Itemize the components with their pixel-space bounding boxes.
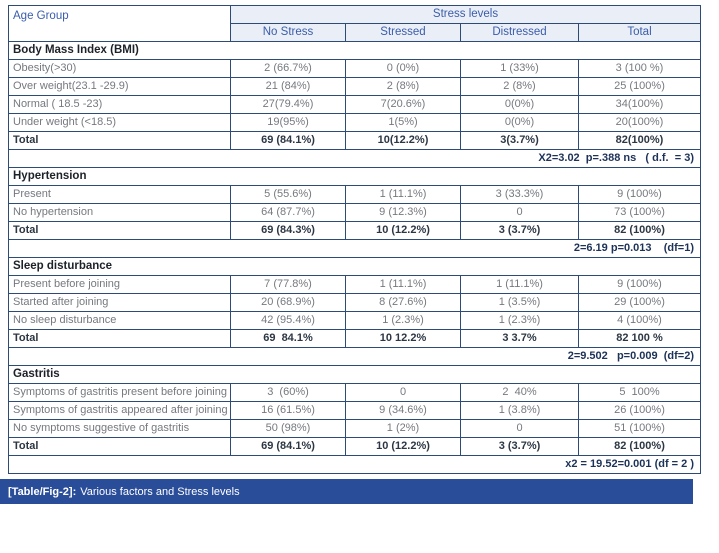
total-value-cell: 69 84.1% [231,330,346,348]
chi-square-stats-row [9,348,701,366]
total-value-cell: 3(3.7%) [461,132,579,150]
total-value-cell: 3 (3.7%) [461,222,579,240]
value-cell: 2 (8%) [461,78,579,96]
total-label: Total [9,132,231,150]
value-cell: 1 (11.1%) [346,186,461,204]
section-header-row [9,42,701,60]
value-cell: 64 (87.7%) [231,204,346,222]
table-row [9,96,701,114]
value-cell: 9 (100%) [579,186,701,204]
chi-square-stats-row [9,150,701,168]
total-value-cell: 10 12.2% [346,330,461,348]
total-row [9,330,701,348]
value-cell: 1 (2%) [346,420,461,438]
total-value-cell: 3 (3.7%) [461,438,579,456]
value-cell: 25 (100%) [579,78,701,96]
value-cell: 9 (12.3%) [346,204,461,222]
col-header-distressed: Distressed [461,24,579,42]
chi-square-stats: x2 = 19.52=0.001 (df = 2 ) [9,456,701,474]
row-label: Under weight (<18.5) [9,114,231,132]
col-header-stressed: Stressed [346,24,461,42]
table-row [9,420,701,438]
table-caption [0,479,693,504]
total-value-cell: 82(100%) [579,132,701,150]
total-value-cell: 82 (100%) [579,222,701,240]
value-cell: 0 (0%) [346,60,461,78]
total-value-cell: 69 (84.3%) [231,222,346,240]
value-cell: 1 (2.3%) [461,312,579,330]
caption-label: [Table/Fig-2]: [8,485,77,498]
value-cell: 1(5%) [346,114,461,132]
total-value-cell: 3 3.7% [461,330,579,348]
row-label: No symptoms suggestive of gastritis [9,420,231,438]
value-cell: 7 (77.8%) [231,276,346,294]
value-cell: 16 (61.5%) [231,402,346,420]
value-cell: 9 (100%) [579,276,701,294]
value-cell: 0(0%) [461,96,579,114]
section-title: Sleep disturbance [9,258,701,276]
value-cell: 1 (3.8%) [461,402,579,420]
value-cell: 20 (68.9%) [231,294,346,312]
value-cell: 42 (95.4%) [231,312,346,330]
chi-square-stats: X2=3.02 p=.388 ns ( d.f. = 3) [9,150,701,168]
value-cell: 1 (3.5%) [461,294,579,312]
value-cell: 8 (27.6%) [346,294,461,312]
value-cell: 1 (11.1%) [346,276,461,294]
total-row [9,132,701,150]
total-label: Total [9,222,231,240]
value-cell: 20(100%) [579,114,701,132]
corner-header-age-group: Age Group [9,6,231,42]
row-label: Symptoms of gastritis present before joining [9,384,231,402]
value-cell: 3 (60%) [231,384,346,402]
value-cell: 0(0%) [461,114,579,132]
table-row [9,204,701,222]
table-header [9,6,701,42]
chi-square-stats: 2=9.502 p=0.009 (df=2) [9,348,701,366]
total-row [9,438,701,456]
total-value-cell: 69 (84.1%) [231,132,346,150]
value-cell: 21 (84%) [231,78,346,96]
chi-square-stats-row [9,456,701,474]
section-header-row [9,168,701,186]
row-label: No sleep disturbance [9,312,231,330]
value-cell: 73 (100%) [579,204,701,222]
total-row [9,222,701,240]
section-title: Hypertension [9,168,701,186]
total-value-cell: 82 (100%) [579,438,701,456]
total-value-cell: 10 (12.2%) [346,222,461,240]
table-row [9,60,701,78]
value-cell: 27(79.4%) [231,96,346,114]
header-row-group [9,6,701,24]
row-label: Normal ( 18.5 -23) [9,96,231,114]
row-label: Over weight(23.1 -29.9) [9,78,231,96]
total-value-cell: 10(12.2%) [346,132,461,150]
value-cell: 1 (11.1%) [461,276,579,294]
total-value-cell: 10 (12.2%) [346,438,461,456]
value-cell: 3 (100 %) [579,60,701,78]
section-title: Gastritis [9,366,701,384]
total-value-cell: 69 (84.1%) [231,438,346,456]
caption-text: Various factors and Stress levels [80,485,240,498]
chi-square-stats-row [9,240,701,258]
section-title: Body Mass Index (BMI) [9,42,701,60]
table-row [9,402,701,420]
stress-levels-table [8,5,701,474]
table-row [9,114,701,132]
col-header-total: Total [579,24,701,42]
value-cell: 50 (98%) [231,420,346,438]
row-label: Present [9,186,231,204]
value-cell: 9 (34.6%) [346,402,461,420]
row-label: Present before joining [9,276,231,294]
table-row [9,294,701,312]
row-label: Started after joining [9,294,231,312]
total-value-cell: 82 100 % [579,330,701,348]
section-header-row [9,366,701,384]
value-cell: 7(20.6%) [346,96,461,114]
value-cell: 5 (55.6%) [231,186,346,204]
chi-square-stats: 2=6.19 p=0.013 (df=1) [9,240,701,258]
value-cell: 0 [461,204,579,222]
value-cell: 51 (100%) [579,420,701,438]
table-body [9,42,701,474]
section-header-row [9,258,701,276]
value-cell: 26 (100%) [579,402,701,420]
value-cell: 5 100% [579,384,701,402]
row-label: No hypertension [9,204,231,222]
total-label: Total [9,438,231,456]
value-cell: 4 (100%) [579,312,701,330]
table-row [9,78,701,96]
value-cell: 0 [346,384,461,402]
table-row [9,276,701,294]
col-header-no-stress: No Stress [231,24,346,42]
value-cell: 2 (8%) [346,78,461,96]
value-cell: 1 (33%) [461,60,579,78]
total-label: Total [9,330,231,348]
table-row [9,312,701,330]
table-row [9,186,701,204]
value-cell: 1 (2.3%) [346,312,461,330]
group-header-stress-levels: Stress levels [231,6,701,24]
table-row [9,384,701,402]
value-cell: 3 (33.3%) [461,186,579,204]
value-cell: 19(95%) [231,114,346,132]
value-cell: 34(100%) [579,96,701,114]
value-cell: 2 (66.7%) [231,60,346,78]
row-label: Obesity(>30) [9,60,231,78]
value-cell: 2 40% [461,384,579,402]
row-label: Symptoms of gastritis appeared after joining [9,402,231,420]
value-cell: 0 [461,420,579,438]
value-cell: 29 (100%) [579,294,701,312]
